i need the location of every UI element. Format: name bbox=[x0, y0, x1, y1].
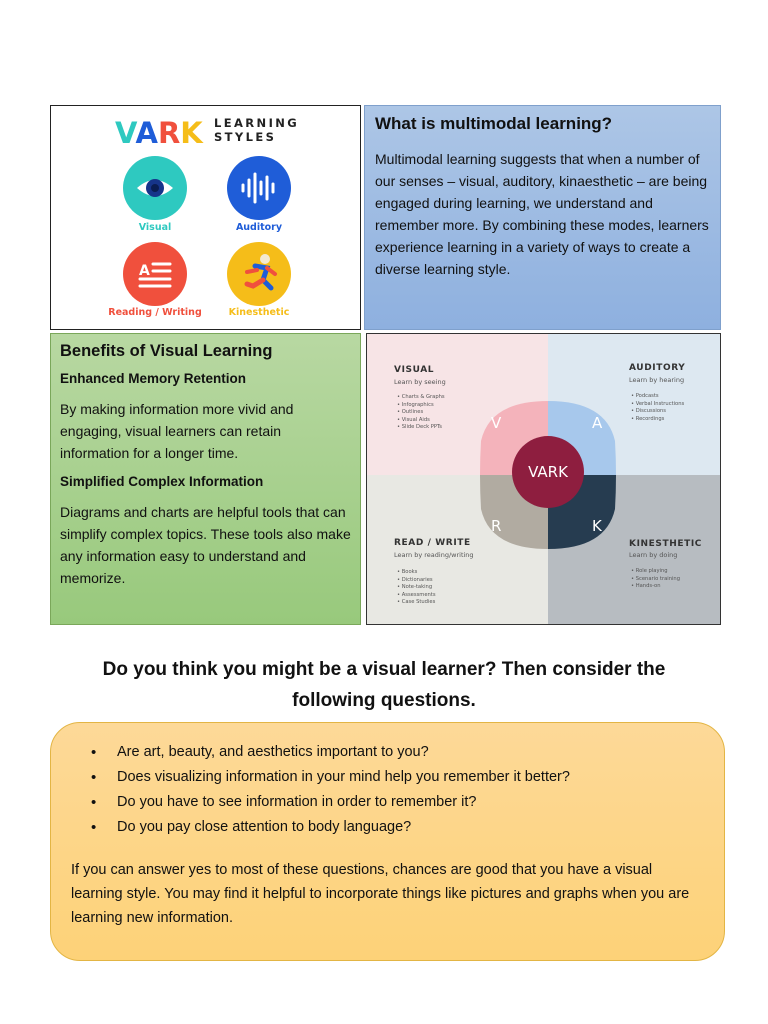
visual-quadrant-title: VISUAL bbox=[394, 365, 435, 375]
vark-logo-subtitle bbox=[214, 116, 299, 144]
visual-quadrant-list bbox=[397, 394, 445, 432]
read-write-petal-letter: R bbox=[491, 517, 502, 535]
auditory-petal-letter: A bbox=[592, 414, 603, 432]
kinesthetic-style-circle bbox=[227, 242, 291, 306]
auditory-style-label: Auditory bbox=[235, 222, 283, 233]
questions-box bbox=[50, 722, 725, 961]
auditory-quadrant-subtitle: Learn by hearing bbox=[629, 376, 685, 384]
benefit-text-memory: By making information more vivid and engaging, visual learners can retain information for a longer time. bbox=[60, 401, 294, 461]
list-item: • Visual Aids bbox=[397, 417, 445, 425]
benefit-heading-complex: Simplified Complex Information bbox=[60, 474, 264, 489]
list-item: • Dictionaries bbox=[397, 577, 436, 585]
vark-subtitle-line2: STYLES bbox=[214, 130, 277, 144]
reading-writing-style-circle bbox=[123, 242, 187, 306]
questions-conclusion: If you can answer yes to most of these questions, chances are good that you have a visual learning style. You may find it helpful to incorporate things like pictures and graphs when you are learning new information. bbox=[71, 862, 690, 926]
svg-text:A: A bbox=[139, 263, 150, 279]
document-icon bbox=[123, 242, 187, 306]
visual-style-label: Visual bbox=[138, 222, 172, 233]
question-item: • Do you have to see information in order to remember it? bbox=[71, 790, 704, 815]
multimodal-title: What is multimodal learning? bbox=[375, 114, 613, 133]
multimodal-body: Multimodal learning suggests that when a number of our senses – visual, auditory, kinaesthetic – are being engaged during learning, we understand and remember more. By combining these modes, learners experience learning in a variety of ways to create a diverse learning style. bbox=[375, 151, 709, 277]
list-item: • Verbal Instructions bbox=[631, 401, 684, 409]
benefit-heading-memory: Enhanced Memory Retention bbox=[60, 371, 247, 386]
list-item: • Books bbox=[397, 569, 436, 577]
kinesthetic-quadrant-list bbox=[631, 568, 680, 591]
visual-quadrant-subtitle: Learn by seeing bbox=[394, 378, 446, 386]
multimodal-learning-box bbox=[364, 105, 721, 330]
read-write-quadrant-list bbox=[397, 569, 436, 607]
read-write-quadrant-title: READ / WRITE bbox=[394, 538, 471, 548]
list-item: • Discussions bbox=[631, 408, 684, 416]
list-item: • Scenario training bbox=[631, 576, 680, 584]
vark-logo-title bbox=[115, 116, 203, 150]
list-item: • Case Studies bbox=[397, 599, 436, 607]
kinesthetic-quadrant-subtitle: Learn by doing bbox=[629, 551, 678, 559]
question-item: • Does visualizing information in your mind help you remember it better? bbox=[71, 765, 704, 790]
benefits-title: Benefits of Visual Learning bbox=[60, 342, 273, 360]
auditory-quadrant-list bbox=[631, 393, 684, 423]
benefit-text-complex: Diagrams and charts are helpful tools that can simplify complex topics. These tools also make any information easy to understand and memorize. bbox=[60, 504, 351, 586]
running-person-icon bbox=[227, 242, 291, 306]
list-item: • Podcasts bbox=[631, 393, 684, 401]
kinesthetic-petal-letter: K bbox=[592, 517, 602, 535]
vark-letter-v: V bbox=[115, 116, 136, 150]
question-item: • Are art, beauty, and aesthetics important to you? bbox=[71, 740, 704, 765]
list-item: • Outlines bbox=[397, 409, 445, 417]
visual-petal-letter: V bbox=[491, 414, 502, 432]
vark-quadrant-diagram bbox=[366, 333, 721, 625]
list-item: • Role playing bbox=[631, 568, 680, 576]
read-write-quadrant-subtitle: Learn by reading/writing bbox=[394, 551, 474, 559]
list-item: • Infographics bbox=[397, 402, 445, 410]
list-item: • Slide Deck PPTs bbox=[397, 424, 445, 432]
vark-letter-r: R bbox=[157, 116, 181, 150]
eye-icon bbox=[123, 156, 187, 220]
auditory-quadrant-title: AUDITORY bbox=[629, 363, 686, 373]
soundwave-icon bbox=[227, 156, 291, 220]
benefits-visual-learning-box bbox=[50, 333, 361, 625]
list-item: • Assessments bbox=[397, 592, 436, 600]
vark-subtitle-line1: LEARNING bbox=[214, 116, 300, 130]
visual-style-circle bbox=[123, 156, 187, 220]
questions-list bbox=[71, 740, 704, 840]
kinesthetic-quadrant-title: KINESTHETIC bbox=[629, 539, 702, 549]
list-item: • Hands-on bbox=[631, 583, 680, 591]
kinesthetic-style-label: Kinesthetic bbox=[228, 307, 290, 318]
list-item: • Charts & Graphs bbox=[397, 394, 445, 402]
vark-center-circle: VARK bbox=[512, 436, 584, 508]
vark-learning-styles-figure bbox=[50, 105, 361, 330]
vark-letter-k: K bbox=[180, 116, 203, 150]
reading-writing-style-label: Reading / Writing bbox=[108, 307, 202, 318]
auditory-style-circle bbox=[227, 156, 291, 220]
list-item: • Recordings bbox=[631, 416, 684, 424]
vark-letter-a: A bbox=[135, 116, 158, 150]
question-item: • Do you pay close attention to body language? bbox=[71, 815, 704, 840]
list-item: • Note-taking bbox=[397, 584, 436, 592]
question-heading: Do you think you might be a visual learner? Then consider the following questions. bbox=[102, 659, 666, 711]
